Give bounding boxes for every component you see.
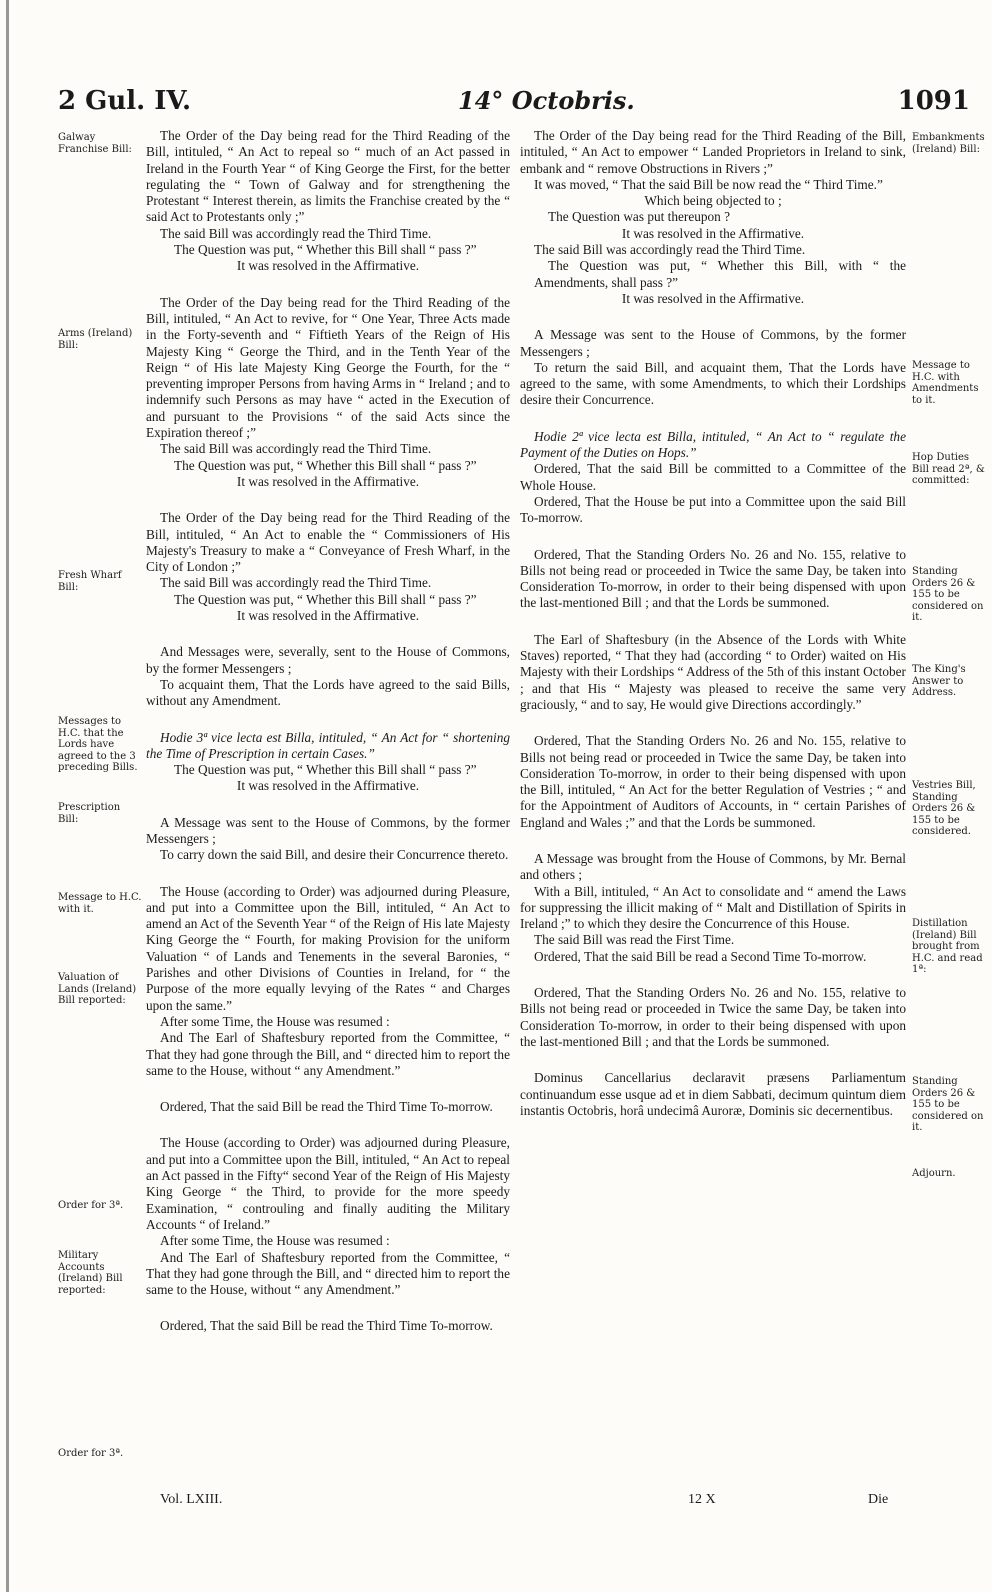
entry-fresh-wharf <box>146 510 510 624</box>
margin-note-embankments: Embankments (Ireland) Bill: <box>912 132 985 155</box>
paragraph: Ordered, That the Standing Orders No. 26 and No. 155, relative to Bills not being read or proceeded in Twice the same Day, be taken into Consideration To-morrow, in order to their being dispensed with upon the last-mentioned Bill ; and that the Lords be summoned. <box>520 546 906 611</box>
entry-standing-orders-1 <box>520 547 906 612</box>
margin-note-messages: Messages to H.C. that the Lords have agreed to the 3 preceding Bills. <box>58 716 138 773</box>
paragraph: It was moved, “ That the said Bill be now read the “ Third Time.” <box>534 176 883 192</box>
paragraph: With a Bill, intituled, “ An Act to consolidate and “ amend the Laws for suppressing the illicit making of “ Malt and Distillation of Spirits in Ireland ;” to which they desire the Concurrence of this House. <box>520 883 906 932</box>
entry-embankments <box>520 128 906 307</box>
resolution: It was resolved in the Affirmative. <box>621 225 805 241</box>
paragraph: To return the said Bill, and acquaint them, That the Lords have agreed to the same, with some Amendments, to which their Lordships desire their Concurrence. <box>520 359 906 408</box>
date-header: 14° Octobris. <box>458 86 635 115</box>
entry-kings-answer <box>520 632 906 713</box>
margin-note-distillation: Distillation (Ireland) Bill brought from H.C. and read 1ª: <box>912 918 983 975</box>
entry-order-2 <box>146 1318 510 1334</box>
paragraph: The Order of the Day being read for the Third Reading of the Bill, intituled, “ An Act to empower “ Landed Proprietors in Ireland to sink, embank and “ remove Obstructions in Rivers ;” <box>520 128 906 176</box>
paragraph: A Message was sent to the House of Commons, by the former Messengers ; <box>520 327 906 359</box>
paragraph: The Question was put, “ Whether this Bill shall “ pass ?” <box>174 762 477 778</box>
margin-note-arms: Arms (Ireland) Bill: <box>58 328 133 351</box>
paragraph: The Earl of Shaftesbury (in the Absence of the Lords with White Staves) reported, “ That they had (according “ to Order) waited on His Majesty with their Lordships “ Address of the 5th of this instant October ; and that His “ Majesty was pleased to receive the same very graciously, “ and to say, He would give Directions accordingly.” <box>520 631 906 712</box>
paragraph: The Question was put, “ Whether this Bill shall “ pass ?” <box>174 457 477 473</box>
paragraph: The said Bill was accordingly read the Third Time. <box>160 575 432 591</box>
paragraph: After some Time, the House was resumed : <box>160 1013 390 1029</box>
paragraph: Ordered, That the said Bill be read the Third Time To-morrow. <box>160 1318 493 1334</box>
entry-messages <box>146 644 510 709</box>
paragraph: The Order of the Day being read for the Third Reading of the Bill, intituled, “ An Act to revive, for “ One Year, Three Acts made in the Forty-seventh and “ Fiftieth Years of the Reign of His Majesty King “ George the Third, and in the Tenth Year of the Reign “ of His late Majesty King George the Fourth, for the “ preventing improper Persons from having Arms in “ Ireland ; and to indemnify such Persons as may have “ acted in the Execution of and pursuant to the Provisions “ of the said Acts since the Expiration thereof ;” <box>146 294 510 441</box>
page-number: 1091 <box>897 86 970 116</box>
paragraph: The Question was put, “ Whether this Bill shall “ pass ?” <box>174 591 477 607</box>
paragraph: Ordered, That the Standing Orders No. 26 and No. 155, relative to Bills not being read or proceeded in Twice the same Day, be taken into Consideration To-morrow, in order to their being dispensed with upon the last-mentioned Bill ; and that the Lords be summoned. <box>520 985 906 1049</box>
left-column <box>146 128 510 1355</box>
entry-hop-duties <box>520 429 906 527</box>
paragraph: The Question was put thereupon ? <box>548 209 731 225</box>
paragraph: Hodie 3ª vice lecta est Billa, intituled, “ An Act for “ shortening the Time of Prescription in certain Cases.” <box>146 729 510 761</box>
entry-galway-franchise <box>146 128 510 275</box>
paragraph: Ordered, That the Standing Orders No. 26 and No. 155, relative to Bills not being read or proceeded in Twice the same Day, be taken into Consideration To-morrow, in order to their being dispensed with upon the Bill, intituled, “ An Act for the better Regulation of Vestries ; “ and for the Appointment of Auditors of Accounts, in “ certain Parishes of England and Wales ;” and that the Lords be summoned. <box>520 733 906 830</box>
resolution: It was resolved in the Affirmative. <box>621 290 805 306</box>
entry-message-amendments <box>520 327 906 408</box>
paragraph: To carry down the said Bill, and desire their Concurrence thereto. <box>160 847 509 863</box>
paragraph: The Order of the Day being read for the Third Reading of the Bill, intituled, “ An Act to enable the “ Commissioners of His Majesty's Treasury to make a “ Conveyance of Fresh Wharf, in the City of London ;” <box>146 510 510 575</box>
entry-standing-orders-2 <box>520 985 906 1050</box>
margin-note-valuation: Valuation of Lands (Ireland) Bill reported: <box>58 972 137 1006</box>
paragraph: Ordered, That the said Bill be read a Second Time To-morrow. <box>534 948 867 964</box>
paragraph: The Question was put, “ Whether this Bill, with “ the Amendments, shall pass ?” <box>534 258 906 290</box>
paragraph: The said Bill was accordingly read the Third Time. <box>534 242 806 258</box>
paragraph: After some Time, the House was resumed : <box>160 1233 390 1249</box>
paragraph: Which being objected to ; <box>644 193 782 209</box>
margin-note-standing-orders-2: Standing Orders 26 & 155 to be considered on it. <box>912 1076 984 1133</box>
margin-note-message-amendments: Message to H.C. with Amendments to it. <box>912 360 979 406</box>
paragraph: Ordered, That the said Bill be read the Third Time To-morrow. <box>160 1099 493 1115</box>
scan-edge <box>6 0 9 1592</box>
margin-note-order-1: Order for 3ª. <box>58 1200 124 1211</box>
paragraph: And The Earl of Shaftesbury reported from the Committee, “ That they had gone through the Bill, and “ directed him to report the same to the House, without “ any Amendment.” <box>146 1249 510 1298</box>
entry-adjournment <box>520 1070 906 1119</box>
paragraph: And Messages were, severally, sent to the House of Commons, by the former Messengers ; <box>146 644 510 676</box>
margin-note-galway: Galway Franchise Bill: <box>58 132 132 155</box>
paragraph: Hodie 2ª vice lecta est Billa, intituled, “ An Act to “ regulate the Payment of the Duties on Hops.” <box>520 428 906 461</box>
margin-note-fresh-wharf: Fresh Wharf Bill: <box>58 570 122 593</box>
entry-order-1 <box>146 1099 510 1115</box>
regnal-year-header: 2 Gul. IV. <box>58 86 192 116</box>
paragraph: The said Bill was accordingly read the Third Time. <box>160 441 432 457</box>
paragraph: Ordered, That the said Bill be committed to a Committee of the Whole House. <box>520 461 906 493</box>
margin-note-order-2: Order for 3ª. <box>58 1448 124 1459</box>
right-column <box>520 128 906 1139</box>
margin-note-kings-answer: The King's Answer to Address. <box>912 664 966 698</box>
margin-note-standing-orders-1: Standing Orders 26 & 155 to be considered on it. <box>912 566 984 623</box>
paragraph: Dominus Cancellarius declaravit præsens Parliamentum continuandum esse usque ad et in diem Sabbati, decimum quintum diem instantis Octobris, horâ undecimâ Auroræ, Dominis sic decernentibus. <box>520 1070 906 1118</box>
margin-note-prescription: Prescription Bill: <box>58 802 121 825</box>
paragraph: The Question was put, “ Whether this Bill shall “ pass ?” <box>174 242 477 258</box>
margin-note-adjourn: Adjourn. <box>912 1168 956 1179</box>
entry-vestries <box>520 733 906 831</box>
resolution: It was resolved in the Affirmative. <box>236 778 420 794</box>
paragraph: The said Bill was read the First Time. <box>534 932 735 948</box>
entry-message-hc <box>146 815 510 864</box>
paragraph: The House (according to Order) was adjourned during Pleasure, and put into a Committee upon the Bill, intituled, “ An Act to repeal an Act passed in the Fifty“ second Year of the Reign of His Majesty King George “ the Third, to provide for the more speedy Examination, “ controuling and finally auditing the Military Accounts “ of Ireland.” <box>146 1135 510 1232</box>
entry-valuation <box>146 884 510 1080</box>
paragraph: To acquaint them, That the Lords have agreed to the said Bills, without any Amendment. <box>146 676 510 709</box>
paragraph: The House (according to Order) was adjourned during Pleasure, and put into a Committee upon the Bill, intituled, “ An Act to amend an Act of the Seventh Year “ of the Reign of His late Majesty King George the “ Fourth, for making Provision for the uniform Valuation “ of Lands and Tenements in the several Baronies, “ Parishes and other Divisions of Counties in Ireland, for “ the Purpose of the more equally levying of the Rates “ and Charges upon the same.” <box>146 883 510 1013</box>
resolution: It was resolved in the Affirmative. <box>236 473 420 489</box>
paragraph: A Message was brought from the House of Commons, by Mr. Bernal and others ; <box>520 850 906 883</box>
entry-prescription <box>146 730 510 795</box>
paragraph: Ordered, That the House be put into a Committee upon the said Bill To-morrow. <box>520 493 906 526</box>
signature-mark: 12 X <box>688 1492 716 1507</box>
margin-note-military: Military Accounts (Ireland) Bill reported: <box>58 1250 123 1296</box>
volume-footer: Vol. LXIII. <box>160 1492 223 1507</box>
entry-distillation <box>520 851 906 965</box>
paragraph: The said Bill was accordingly read the Third Time. <box>160 225 432 241</box>
margin-note-vestries: Vestries Bill, Standing Orders 26 & 155 to be considered. <box>912 780 976 837</box>
margin-note-hop-duties: Hop Duties Bill read 2ª, & committed: <box>912 452 985 486</box>
paragraph: And The Earl of Shaftesbury reported from the Committee, “ That they had gone through the Bill, and “ directed him to report the same to the House, without “ any Amendment.” <box>146 1030 510 1078</box>
catchword: Die <box>868 1492 889 1507</box>
margin-note-message-hc: Message to H.C. with it. <box>58 892 142 915</box>
resolution: It was resolved in the Affirmative. <box>236 608 420 624</box>
paragraph: A Message was sent to the House of Commons, by the former Messengers ; <box>146 814 510 846</box>
entry-military-accounts <box>146 1135 510 1298</box>
entry-arms-ireland <box>146 295 510 491</box>
paragraph: The Order of the Day being read for the Third Reading of the Bill, intituled, “ An Act to repeal so “ much of an Act passed in Ireland in the Fourth Year “ of King George the First, for the better regulating the “ Town of Galway and for strengthening the Protestant “ Interest therein, as limits the Franchise created by the “ said Act to Protestants only ;” <box>146 128 510 225</box>
resolution: It was resolved in the Affirmative. <box>236 258 420 274</box>
